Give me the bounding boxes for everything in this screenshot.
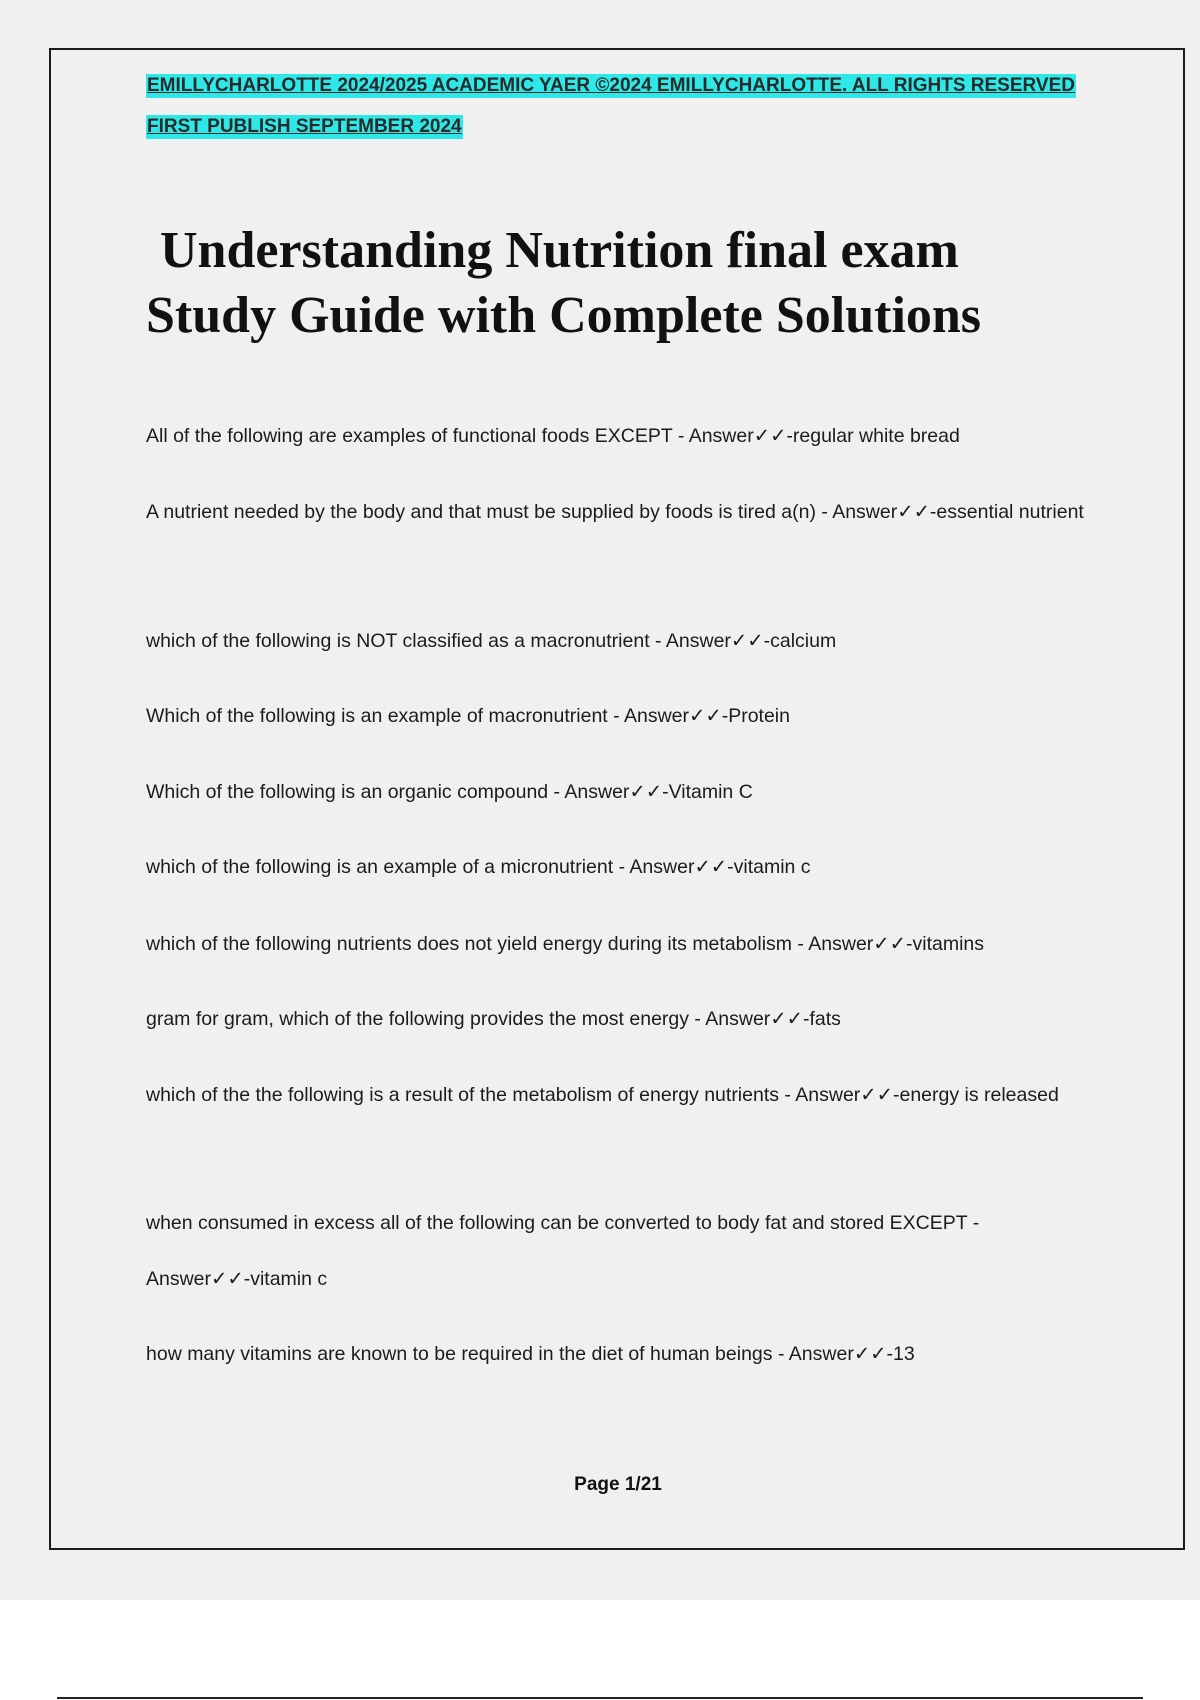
publish-date-header: FIRST PUBLISH SEPTEMBER 2024 <box>147 116 462 137</box>
answer-marker: Answer✓✓ <box>705 1008 803 1030</box>
qa-item: Which of the following is an organic compound - Answer✓✓-Vitamin C <box>146 781 753 803</box>
question-text: when consumed in excess all of the following can be converted to body fat and stored EXCEPT <box>146 1212 968 1234</box>
question-text: A nutrient needed by the body and that must be supplied by foods is tired a(n) <box>146 501 816 523</box>
question-text: gram for gram, which of the following provides the most energy <box>146 1008 690 1030</box>
answer-text: fats <box>809 1008 841 1030</box>
answer-text: Vitamin C <box>668 781 753 803</box>
qa-item: which of the following is an example of a micronutrient - Answer✓✓-vitamin c <box>146 856 811 878</box>
answer-text: energy is released <box>899 1084 1059 1106</box>
answer-text: vitamin c <box>250 1268 328 1290</box>
answer-marker: Answer✓✓ <box>629 856 728 878</box>
answer-text: vitamin c <box>733 856 811 878</box>
question-text: All of the following are examples of functional foods EXCEPT <box>146 425 673 447</box>
question-text: Which of the following is an organic compound <box>146 781 549 803</box>
title-line-2: Study Guide with Complete Solutions <box>146 287 982 344</box>
answer-marker: Answer✓✓ <box>808 933 906 955</box>
answer-text: 13 <box>893 1343 915 1365</box>
answer-text: regular white bread <box>792 425 960 447</box>
qa-item: when consumed in excess all of the following can be converted to body fat and stored EXCEPT - Answer✓✓-vitamin c <box>146 1212 980 1290</box>
title-line-1: Understanding Nutrition final exam <box>160 222 959 279</box>
qa-item: which of the following is NOT classified as a macronutrient - Answer✓✓-calcium <box>146 630 837 652</box>
answer-marker: Answer✓✓ <box>624 705 722 727</box>
answer-text: essential nutrient <box>936 501 1084 523</box>
document-title <box>146 218 1106 348</box>
answer-marker: Answer✓✓ <box>795 1084 893 1106</box>
answer-text: Protein <box>728 705 790 727</box>
answer-marker: Answer✓✓ <box>564 781 663 803</box>
qa-item: A nutrient needed by the body and that must be supplied by foods is tired a(n) - Answer✓✓-essential nutrient <box>146 501 1084 523</box>
qa-item: gram for gram, which of the following provides the most energy - Answer✓✓-fats <box>146 1008 841 1030</box>
page-number: Page 1/21 <box>574 1474 662 1495</box>
qa-item: which of the the following is a result of the metabolism of energy nutrients - Answer✓✓-energy is released <box>146 1084 1059 1106</box>
next-page-divider <box>57 1697 1143 1699</box>
question-text: Which of the following is an example of macronutrient <box>146 705 608 727</box>
answer-text: calcium <box>770 630 837 652</box>
question-text: how many vitamins are known to be required in the diet of human beings <box>146 1343 773 1365</box>
answer-text: vitamins <box>912 933 985 955</box>
qa-item: how many vitamins are known to be required in the diet of human beings - Answer✓✓-13 <box>146 1343 915 1365</box>
answer-marker: Answer✓✓ <box>688 425 787 447</box>
answer-marker: Answer✓✓ <box>832 501 930 523</box>
qa-item: which of the following nutrients does not yield energy during its metabolism - Answer✓✓-vitamins <box>146 933 985 955</box>
question-text: which of the the following is a result of the metabolism of energy nutrients <box>146 1084 779 1106</box>
question-text: which of the following nutrients does not yield energy during its metabolism <box>146 933 793 955</box>
answer-marker: Answer✓✓ <box>665 630 764 652</box>
answer-marker: Answer✓✓ <box>146 1268 244 1290</box>
answer-marker: Answer✓✓ <box>788 1343 887 1365</box>
question-text: which of the following is NOT classified as a macronutrient <box>146 630 650 652</box>
qa-item: Which of the following is an example of macronutrient - Answer✓✓-Protein <box>146 705 790 727</box>
question-text: which of the following is an example of a micronutrient <box>146 856 614 878</box>
qa-item: All of the following are examples of functional foods EXCEPT - Answer✓✓-regular white bread <box>146 425 960 447</box>
copyright-header: EMILLYCHARLOTTE 2024/2025 ACADEMIC YAER ©2024 EMILLYCHARLOTTE. ALL RIGHTS RESERVED <box>147 75 1075 96</box>
